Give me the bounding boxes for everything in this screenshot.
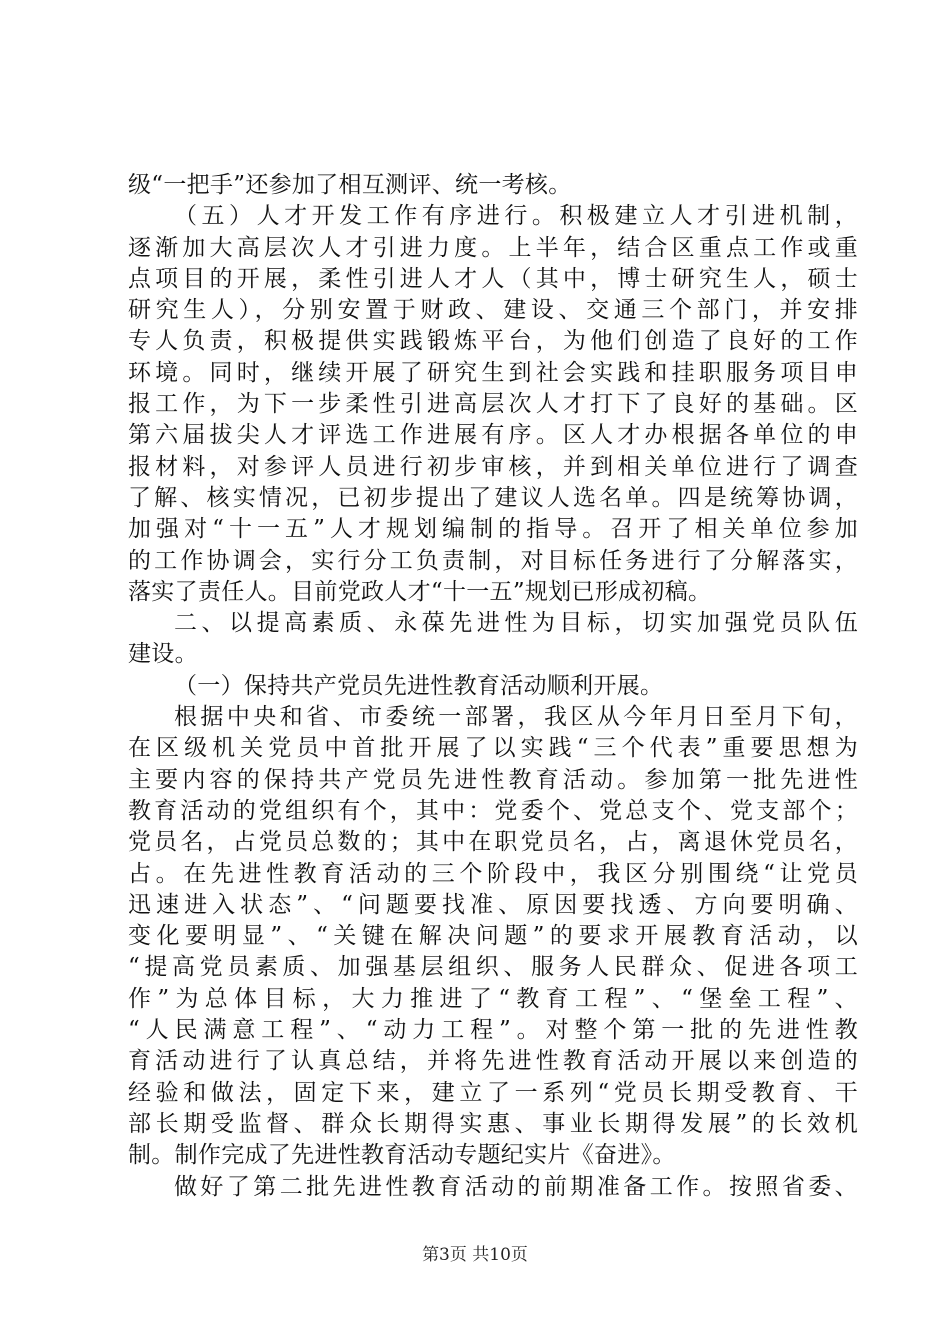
text-line: 主要内容的保持共产党员先进性教育活动。参加第一批先进性 xyxy=(128,766,858,793)
text-line: 做好了第二批先进性教育活动的前期准备工作。按照省委、 xyxy=(174,1173,858,1200)
text-line: 报工作，为下一步柔性引进高层次人才打下了良好的基础。区 xyxy=(128,391,858,418)
text-line: “提高党员素质、加强基层组织、服务人民群众、促进各项工 xyxy=(128,954,858,981)
text-line: 党员名，占党员总数的；其中在职党员名，占，离退休党员名， xyxy=(128,829,858,856)
text-line: 研究生人），分别安置于财政、建设、交通三个部门，并安排 xyxy=(128,297,858,324)
text-line: 落实了责任人。目前党政人才“十一五”规划已形成初稿。 xyxy=(128,578,712,605)
document-body xyxy=(128,170,858,1203)
text-line: 建设。 xyxy=(128,641,198,668)
text-line: 二、以提高素质、永葆先进性为目标，切实加强党员队伍 xyxy=(174,610,858,637)
text-line: 育活动进行了认真总结，并将先进性教育活动开展以来创造的 xyxy=(128,1048,858,1075)
text-line: 部长期受监督、群众长期得实惠、事业长期得发展”的长效机 xyxy=(128,1110,858,1137)
text-line: 迅速进入状态”、“问题要找准、原因要找透、方向要明确、 xyxy=(128,891,858,918)
text-line: 教育活动的党组织有个，其中：党委个、党总支个、党支部个； xyxy=(128,797,858,824)
text-line: 环境。同时，继续开展了研究生到社会实践和挂职服务项目申 xyxy=(128,359,858,386)
text-line: 第六届拔尖人才评选工作进展有序。区人才办根据各单位的申 xyxy=(128,422,858,449)
page-footer: 第3页 共10页 xyxy=(422,1245,528,1265)
text-line: 加强对“十一五”人才规划编制的指导。召开了相关单位参加 xyxy=(128,516,858,543)
text-line: 专人负责，积极提供实践锻炼平台，为他们创造了良好的工作 xyxy=(128,328,858,355)
text-line: 根据中央和省、市委统一部署，我区从今年月日至月下旬， xyxy=(174,704,858,731)
text-line: 点项目的开展，柔性引进人才人（其中，博士研究生人，硕士 xyxy=(128,265,858,292)
text-line: 逐渐加大高层次人才引进力度。上半年，结合区重点工作或重 xyxy=(128,234,858,261)
text-line: 了解、核实情况，已初步提出了建议人选名单。四是统筹协调， xyxy=(128,484,858,511)
text-line: 级“一把手”还参加了相互测评、统一考核。 xyxy=(128,172,572,198)
text-line: “人民满意工程”、“动力工程”。对整个第一批的先进性教 xyxy=(128,1017,858,1044)
text-line: （一）保持共产党员先进性教育活动顺利开展。 xyxy=(174,672,664,699)
text-line: 经验和做法，固定下来，建立了一系列“党员长期受教育、干 xyxy=(128,1079,858,1106)
text-line: 报材料，对参评人员进行初步审核，并到相关单位进行了调查 xyxy=(128,453,858,480)
text-line: 作”为总体目标，大力推进了“教育工程”、“堡垒工程”、 xyxy=(128,985,858,1012)
text-line: 制。制作完成了先进性教育活动专题纪实片《奋进》。 xyxy=(128,1142,676,1169)
text-line: 在区级机关党员中首批开展了以实践“三个代表”重要思想为 xyxy=(128,735,858,762)
text-line: 变化要明显”、“关键在解决问题”的要求开展教育活动，以 xyxy=(128,923,858,950)
text-line: 的工作协调会，实行分工负责制，对目标任务进行了分解落实， xyxy=(128,547,858,574)
text-line: 占。在先进性教育活动的三个阶段中，我区分别围绕“让党员 xyxy=(128,860,858,887)
text-line: （五）人才开发工作有序进行。积极建立人才引进机制， xyxy=(174,203,858,230)
